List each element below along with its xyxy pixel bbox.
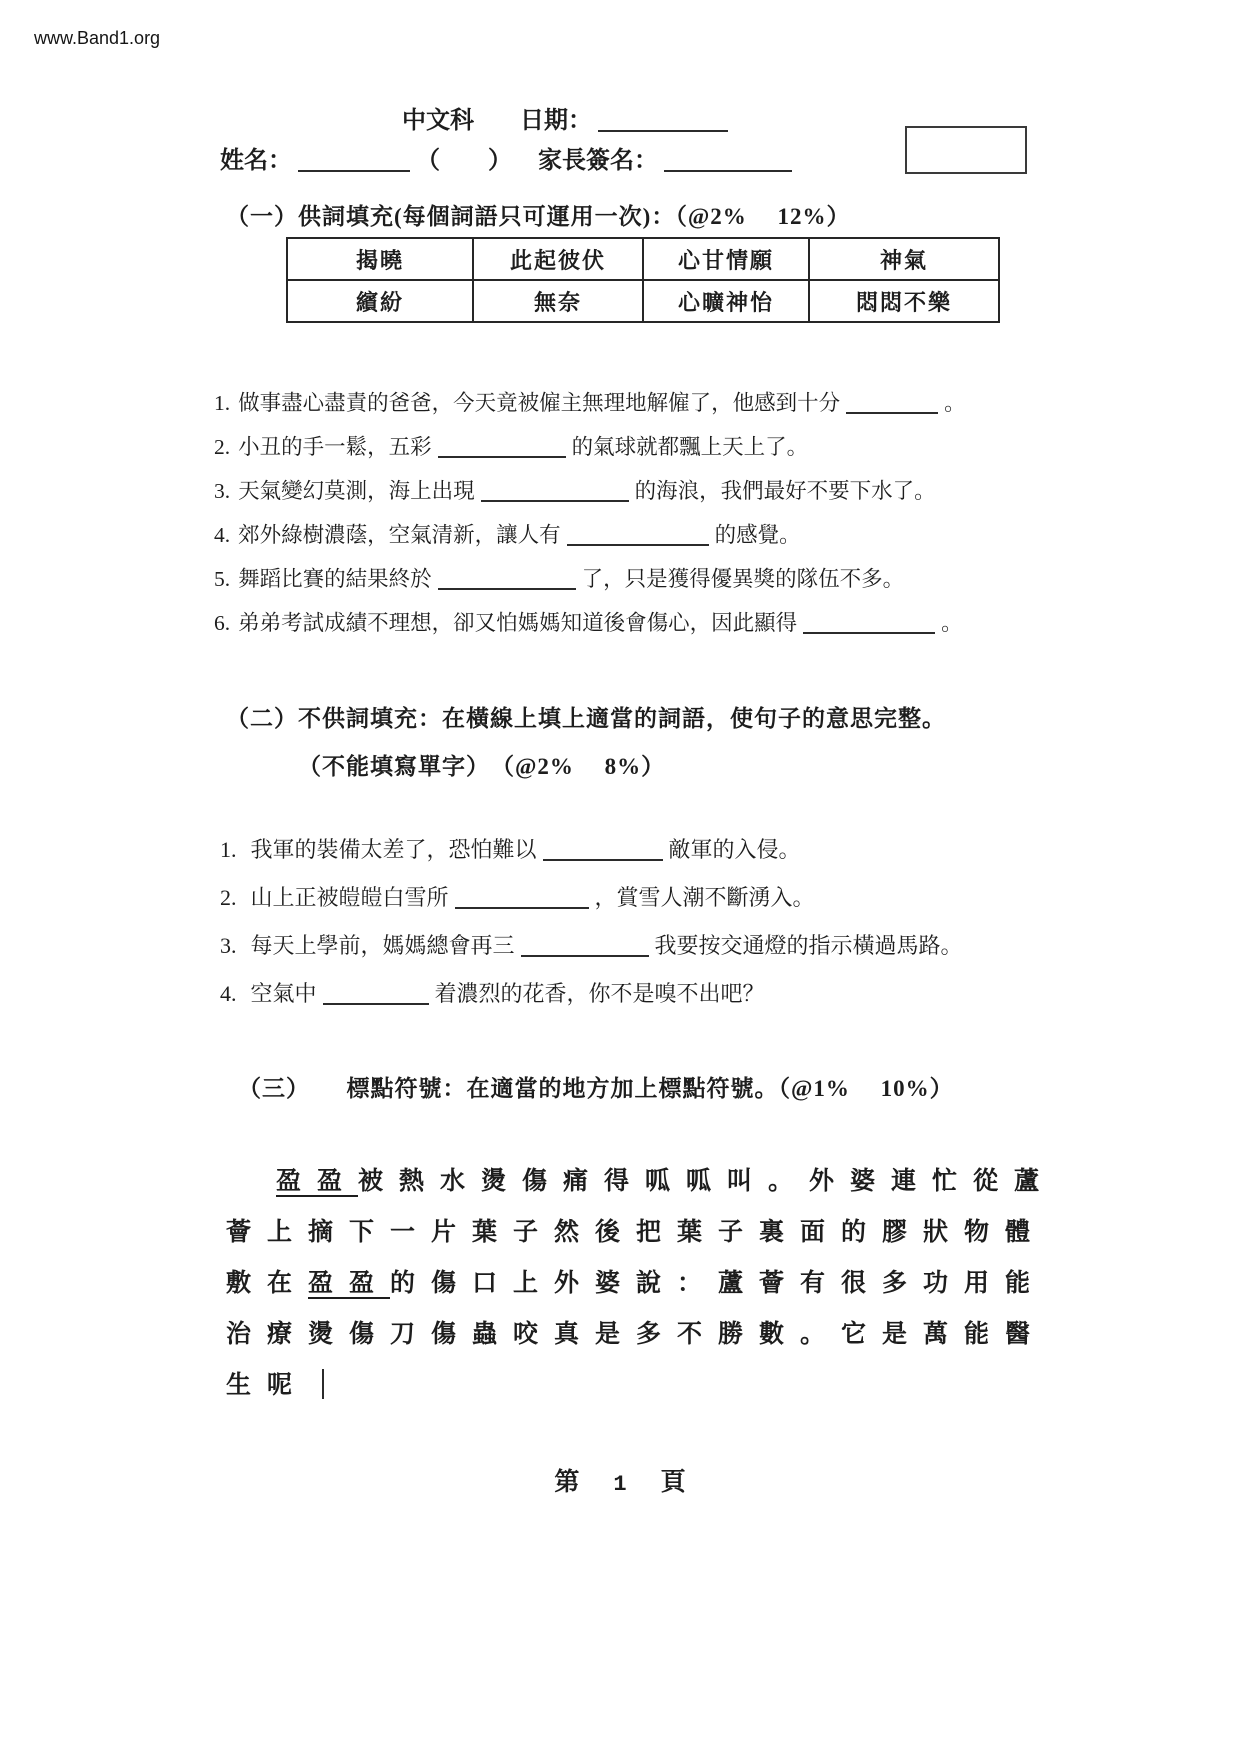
answer-blank-line — [543, 837, 663, 861]
word-cell: 神氣 — [809, 238, 999, 280]
question-item — [214, 513, 966, 557]
answer-blank-line — [803, 610, 935, 634]
name-blank-line — [298, 148, 410, 172]
word-bank-row — [287, 238, 999, 280]
question-item — [220, 922, 963, 970]
item-number: 2. — [220, 885, 237, 910]
item-text-pre: 做事盡心盡責的爸爸，今天竟被僱主無理地解僱了，他感到十分 — [238, 391, 841, 415]
item-text-pre: 舞蹈比賽的結果終於 — [238, 567, 432, 591]
answer-blank-line — [323, 981, 429, 1005]
item-text-post: 了，只是獲得優異獎的隊伍不多。 — [581, 567, 905, 591]
word-cell: 此起彼伏 — [473, 238, 643, 280]
item-text-post: 我要按交通燈的指示橫過馬路。 — [654, 933, 963, 958]
footer-page-label-post: 頁 — [660, 1469, 686, 1496]
answer-blank-line — [438, 434, 566, 458]
passage-text: 薈上摘下一片葉子然後把葉子裏面的膠狀物體 — [226, 1219, 1047, 1246]
item-number: 4. — [214, 523, 231, 547]
item-number: 5. — [214, 567, 231, 591]
passage-line — [226, 1309, 1056, 1360]
date-label: 日期： — [520, 108, 592, 134]
item-number: 1. — [220, 837, 237, 862]
word-cell: 揭曉 — [287, 238, 473, 280]
item-text-pre: 每天上學前，媽媽總會再三 — [250, 933, 515, 958]
item-text-post: 的感覺。 — [714, 523, 801, 547]
footer-page-number: 1 — [613, 1472, 627, 1497]
footer-page-label-pre: 第 — [554, 1469, 580, 1496]
word-cell: 繽紛 — [287, 280, 473, 322]
item-number: 6. — [214, 611, 231, 635]
word-cell: 心甘情願 — [643, 238, 809, 280]
section2-heading-line1: （二）不供詞填充：在橫線上填上適當的詞語，使句子的意思完整。 — [226, 706, 946, 731]
header-line-1 — [402, 100, 734, 135]
item-number: 4. — [220, 981, 237, 1006]
question-item — [220, 826, 963, 874]
item-number: 2. — [214, 435, 231, 459]
underlined-name: 盈盈 — [308, 1270, 391, 1297]
answer-blank-line — [438, 566, 576, 590]
section1-heading: （一）供詞填充(每個詞語只可運用一次)：（@2% 12%） — [226, 204, 851, 229]
answer-blank-line — [846, 390, 938, 414]
item-text-pre: 空氣中 — [250, 981, 317, 1006]
passage-text: 敷在 — [226, 1270, 309, 1297]
passage-text: 被熱水燙傷痛得呱呱叫。外婆連忙從蘆 — [358, 1168, 1056, 1195]
item-text-pre: 郊外綠樹濃蔭，空氣清新，讓人有 — [238, 523, 561, 547]
answer-blank-line — [567, 522, 709, 546]
item-text-post: ，賞雪人潮不斷湧入。 — [594, 885, 815, 910]
underlined-name: 盈盈 — [276, 1168, 359, 1195]
parent-signature-blank-line — [664, 148, 792, 172]
section3-heading: （三） 標點符號：在適當的地方加上標點符號。（@1% 10%） — [238, 1076, 954, 1101]
date-blank-line — [598, 108, 728, 132]
question-item — [214, 557, 966, 601]
item-number: 3. — [214, 479, 231, 503]
item-number: 1. — [214, 391, 231, 415]
item-text-pre: 山上正被皚皚白雪所 — [250, 885, 449, 910]
passage-text: 的傷口上外婆說：蘆薈有很多功用能 — [390, 1270, 1047, 1297]
section2-heading-line2: （不能填寫單字） （@2% 8%） — [298, 754, 666, 779]
item-text-post: 的海浪，我們最好不要下水了。 — [634, 479, 936, 503]
word-cell: 悶悶不樂 — [809, 280, 999, 322]
item-text-post: 敵軍的入侵。 — [668, 837, 801, 862]
item-text-pre: 弟弟考試成績不理想，卻又怕媽媽知道後會傷心，因此顯得 — [238, 611, 798, 635]
answer-blank-line — [521, 933, 649, 957]
question-item — [214, 469, 966, 513]
question-item — [214, 425, 966, 469]
parent-signature-label: 家長簽名： — [538, 148, 658, 174]
section1-question-list — [214, 381, 966, 645]
passage-line — [226, 1360, 1056, 1411]
section2-question-list — [220, 826, 963, 1018]
answer-blank-line — [481, 478, 629, 502]
item-text-pre: 小丑的手一鬆，五彩 — [238, 435, 432, 459]
subject-label: 中文科 — [402, 108, 474, 134]
answer-blank-line — [455, 885, 589, 909]
passage-line — [226, 1156, 1056, 1207]
footer — [0, 1462, 1240, 1498]
passage-text: 生呢 — [226, 1372, 309, 1399]
question-item — [214, 601, 966, 645]
word-bank-row — [287, 280, 999, 322]
header-line-2 — [220, 140, 798, 175]
punctuation-passage — [226, 1156, 1056, 1411]
item-text-post: 。 — [944, 391, 966, 415]
item-text-post: 的氣球就都飄上天上了。 — [571, 435, 809, 459]
question-item — [220, 970, 963, 1018]
passage-line — [226, 1207, 1056, 1258]
name-label: 姓名： — [220, 148, 292, 174]
score-box — [905, 126, 1027, 174]
question-item — [220, 874, 963, 922]
pen-mark — [322, 1369, 324, 1399]
passage-text: 治療燙傷刀傷蟲咬真是多不勝數。它是萬能醫 — [226, 1321, 1047, 1348]
item-text-pre: 天氣變幻莫測，海上出現 — [238, 479, 475, 503]
watermark-url: www.Band1.org — [34, 28, 161, 48]
word-bank-table — [286, 237, 1000, 323]
question-item — [214, 381, 966, 425]
item-text-post: 着濃烈的花香，你不是嗅不出吧？ — [434, 981, 765, 1006]
word-cell: 無奈 — [473, 280, 643, 322]
class-number-paren: （ ） — [416, 148, 512, 174]
passage-line — [226, 1258, 1056, 1309]
word-cell: 心曠神怡 — [643, 280, 809, 322]
item-text-pre: 我軍的裝備太差了，恐怕難以 — [250, 837, 537, 862]
item-text-post: 。 — [941, 611, 963, 635]
item-number: 3. — [220, 933, 237, 958]
